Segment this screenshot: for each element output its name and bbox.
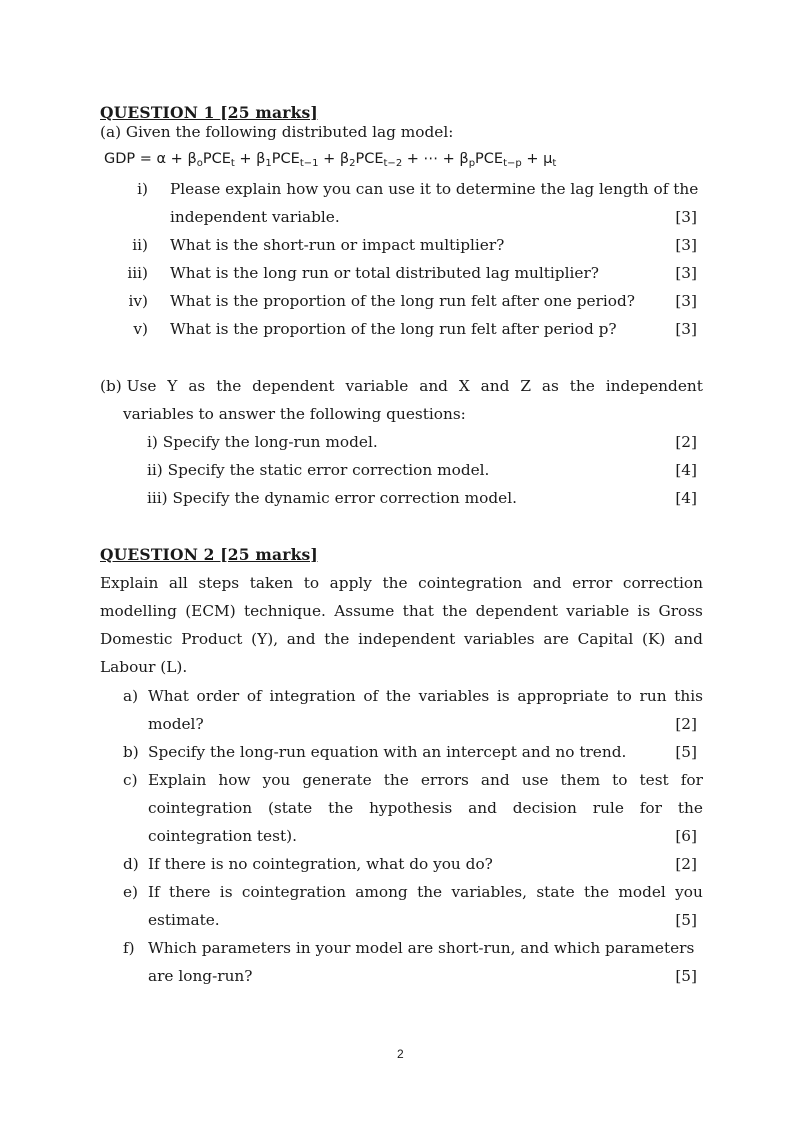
q2-intro-line: Labour (L). [100, 658, 188, 676]
q2-item-marks: [2] [675, 855, 697, 873]
q2-item-c-line: cointegration test). [148, 827, 297, 845]
q1a-item-marks: [3] [675, 292, 697, 310]
q1a-item-marks: [3] [675, 264, 697, 282]
q2-item-marks: [5] [675, 967, 697, 985]
q1a-item-number: v) [133, 320, 148, 338]
question-2-heading: QUESTION 2 [25 marks] [100, 545, 318, 564]
q2-item-b-text: Specify the long-run equation with an intercept and no trend. [148, 743, 627, 761]
q2-intro-line: modelling (ECM) technique. Assume that the dependent variable is Gross [100, 602, 703, 620]
q2-item-marks: [2] [675, 715, 697, 733]
q2-item-e-line: estimate. [148, 911, 220, 929]
q1a-item-text: What is the proportion of the long run felt after one period? [170, 292, 635, 310]
q2-intro-line: Explain all steps taken to apply the cointegration and error correction [100, 574, 703, 592]
q1b-item-text: i) Specify the long-run model. [147, 433, 378, 451]
distributed-lag-formula: GDP = $\alpha + \beta_oPCE_t + \beta_1PCE_{t-1} + \beta_2PCE_{t-2}$ + ⋯ + $\beta_pPCE_{t-p} + \mu_t$ [104, 151, 557, 169]
q2-item-f-line: Which parameters in your model are short-run, and which parameters [148, 939, 695, 957]
page-number: 2 [397, 1047, 404, 1061]
q2-item-marks: [5] [675, 743, 697, 761]
q2-item-e-line: If there is cointegration among the variables, state the model you [148, 883, 703, 901]
q2-item-marks: [5] [675, 911, 697, 929]
q1-part-b-intro-line: variables to answer the following questions: [123, 405, 466, 423]
q2-item-label: d) [123, 855, 139, 873]
q2-item-label: b) [123, 743, 139, 761]
q1b-item-marks: [4] [675, 489, 697, 507]
q1a-item-number: i) [137, 180, 148, 198]
q1a-item-number: iv) [128, 292, 148, 310]
q1a-item-text: What is the long run or total distributed lag multiplier? [170, 264, 599, 282]
q2-item-label: a) [123, 687, 139, 705]
q2-item-marks: [6] [675, 827, 697, 845]
q1a-item-text-cont: independent variable. [170, 208, 340, 226]
q2-item-d-text: If there is no cointegration, what do you do? [148, 855, 493, 873]
q1a-item-number: ii) [132, 236, 148, 254]
q2-item-a-line: What order of integration of the variables is appropriate to run this [148, 687, 703, 705]
q2-item-f-line: are long-run? [148, 967, 253, 985]
q2-item-c-line: cointegration (state the hypothesis and decision rule for the [148, 799, 703, 817]
q1-part-a-intro: (a) Given the following distributed lag model: [100, 123, 454, 141]
q1a-item-text: What is the proportion of the long run felt after period p? [170, 320, 617, 338]
question-1-heading: QUESTION 1 [25 marks] [100, 103, 318, 122]
q1a-item-text: Please explain how you can use it to determine the lag length of the [170, 180, 699, 198]
q2-intro-line: Domestic Product (Y), and the independent variables are Capital (K) and [100, 630, 703, 648]
q2-item-label: e) [123, 883, 139, 901]
q1b-item-marks: [4] [675, 461, 697, 479]
q2-item-c-line: Explain how you generate the errors and use them to test for [148, 771, 703, 789]
q2-item-a-line: model? [148, 715, 204, 733]
q2-item-label: c) [123, 771, 138, 789]
q1a-item-text: What is the short-run or impact multiplier? [170, 236, 505, 254]
q1b-item-marks: [2] [675, 433, 697, 451]
q1b-item-text: iii) Specify the dynamic error correction model. [147, 489, 517, 507]
q1a-item-marks: [3] [675, 208, 697, 226]
q1-part-b-intro-line: (b) Use Y as the dependent variable and X and Z as the independent [100, 377, 703, 395]
q2-item-label: f) [123, 939, 135, 957]
q1a-item-marks: [3] [675, 320, 697, 338]
q1b-item-text: ii) Specify the static error correction model. [147, 461, 490, 479]
q1a-item-marks: [3] [675, 236, 697, 254]
q1a-item-number: iii) [127, 264, 148, 282]
